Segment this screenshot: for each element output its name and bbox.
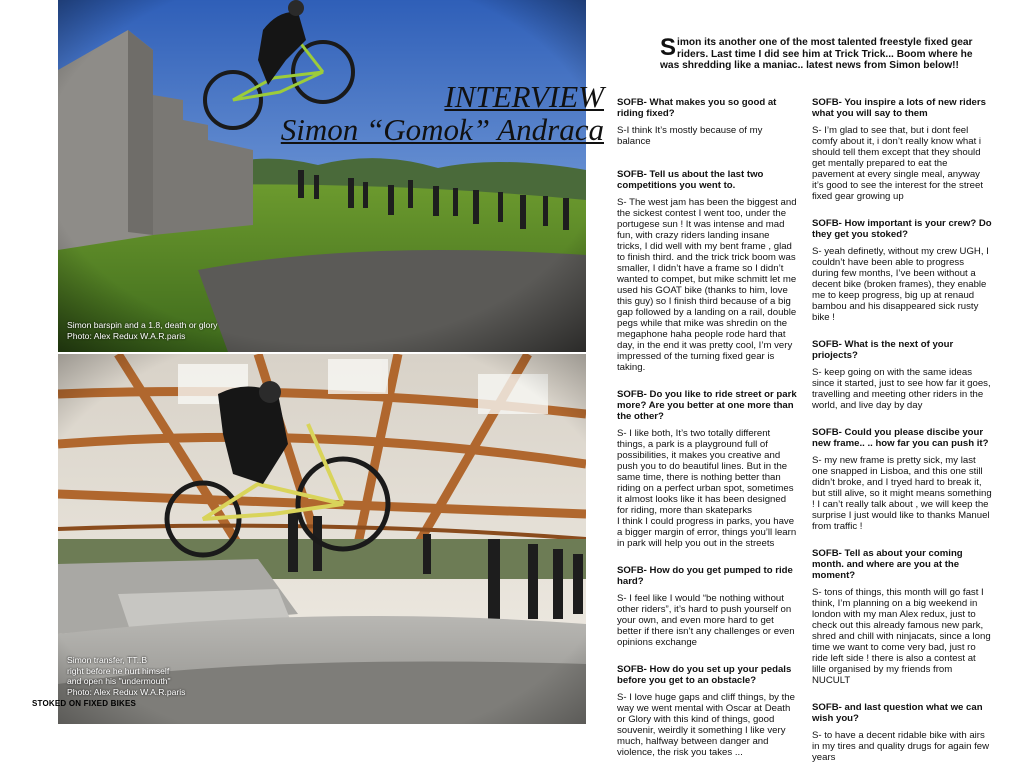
qa-block bbox=[812, 702, 992, 763]
question: SOFB- Do you like to ride street or park more? Are you better at one more than the other? bbox=[617, 389, 797, 422]
qa-block bbox=[617, 97, 797, 147]
qa-block bbox=[812, 218, 992, 323]
question: SOFB- Tell us about the last two competitions you went to. bbox=[617, 169, 764, 191]
qa-block bbox=[812, 339, 992, 411]
question: SOFB- How important is your crew? Do they get you stoked? bbox=[812, 218, 992, 240]
answer: S- I feel like I would “be nothing without other riders”, it’s hard to push yourself on your own, and even more hard to get better if there isn’t any challenges or even opinions exchange bbox=[617, 593, 795, 648]
qa-block bbox=[617, 664, 797, 758]
magazine-footer: STOKED ON FIXED BIKES bbox=[32, 699, 137, 708]
question: SOFB- Could you please discibe your new frame.. .. how far you can push it? bbox=[812, 427, 989, 449]
intro-dropcap: S bbox=[660, 34, 677, 61]
answer: S- I love huge gaps and cliff things, by the way we went mental with Oscar at Death or Glory with this kind of things, good souvenir, weirdly it something I like very much, halfway between danger and violence, the risk you takes ... bbox=[617, 692, 795, 758]
qa-block bbox=[812, 548, 992, 686]
question: SOFB- Tell as about your coming month. and where are you at the moment? bbox=[812, 548, 963, 581]
interview-column-right bbox=[812, 97, 992, 779]
question: SOFB- What makes you so good at riding fixed? bbox=[617, 97, 777, 119]
qa-block bbox=[617, 389, 797, 549]
answer: S- my new frame is pretty sick, my last one snapped in Lisboa, and this one still didn’t broke, and I tryed hard to break it, but still alive, so it might means something ! I can’t really talk about , we will keep the surprise I just would like to thanks Manuel from traffic ! bbox=[812, 455, 992, 532]
answer: S- tons of things, this month will go fast I think, I’m planning on a big weekend in london with my man Alex redux, just to check out this already famous new park, shred and chill with ninjacats, since a long time we want to come very bad, just ro ride left side ! there is also a contest at lille organised by my friends from NUCULT bbox=[812, 587, 991, 686]
photo-barspin bbox=[58, 0, 586, 352]
answer: S- I’m glad to see that, but i dont feel comfy about it, i don’t really know what i should tell them except that they should get mentally prepared to eat the pavement at every single meal, anyway it’s good to see the interest for the street fixed gear growing up bbox=[812, 125, 984, 202]
photo-barspin-image bbox=[58, 0, 586, 352]
answer: S- to have a decent ridable bike with airs in my tires and quality drugs for again few years bbox=[812, 730, 990, 763]
intro-text: imon its another one of the most talented freestyle fixed gear riders. Last time I did see him at Trick Trick... Boom where he was shredding like a maniac.. latest news from Simon below!! bbox=[660, 37, 973, 72]
question: SOFB- You inspire a lots of new riders what you will say to them bbox=[812, 97, 986, 119]
interview-column-left bbox=[617, 97, 797, 774]
photo-caption-top: Simon barspin and a 1.8, death or glory Photo: Alex Redux W.A.R.paris bbox=[67, 320, 218, 341]
heading-line-interview: INTERVIEW bbox=[444, 79, 604, 114]
answer: S- keep going on with the same ideas since it started, just to see how far it goes, travelling and meeting other riders in the world, and live day by day bbox=[812, 367, 991, 411]
answer: S-I think It’s mostly because of my balance bbox=[617, 125, 763, 147]
qa-block bbox=[617, 169, 797, 373]
photo-caption-bottom: Simon transfer, TT..B right before he hurt himself and open his "undermouth" Photo: Alex Redux W.A.R.paris bbox=[67, 655, 186, 697]
qa-block bbox=[812, 427, 992, 532]
answer: S- I like both, It’s two totally different things, a park is a playground full of possibilities, it makes you creative and push you to do beautiful lines. But in the same time, there is nothing better than riding on a perfect urban spot, sometimes it almost looks like it has been designed for riding, more than skateparks I think I could progress in parks, you have a bigger margin of error, things you’ll learn in park will help you out in the streets bbox=[617, 428, 797, 549]
qa-block bbox=[812, 97, 992, 202]
question: SOFB- How do you get pumped to ride hard? bbox=[617, 565, 793, 587]
interview-heading bbox=[270, 80, 604, 146]
answer: S- The west jam has been the biggest and the sickest contest I went too, under the portugese sun ! It was intense and mad fun, with crazy riders landing insane tricks, I did well with my bent frame , glad to finish third. and the trick trick boom was smaller, I didn’t have a frame so I didn’t wanted to compet, but mike schmitt let me used his GOAT bike (thanks to him, love this guy) so I finish third because of a big gap followed by a landing on a rail, double pegs while that mike was shredin on the megaphone haha people rode hard that day, in the end it was pretty cool, I’m very impressed of the turning fixed gear is taking. bbox=[617, 197, 797, 373]
answer: S- yeah definetly, without my crew UGH, I couldn’t have been able to progress during few months, I’ve been without a decent bike (broken frames), they enable me to keep progress, big up at renaud bambou and his disappeared sick rusty bike ! bbox=[812, 246, 989, 323]
question: SOFB- What is the next of your priojects? bbox=[812, 339, 954, 361]
question: SOFB- and last question what we can wish you? bbox=[812, 702, 983, 724]
intro-paragraph bbox=[660, 34, 990, 72]
question: SOFB- How do you set up your pedals before you get to an obstacle? bbox=[617, 664, 792, 686]
heading-line-name: Simon “Gomok” Andraca bbox=[280, 112, 604, 147]
qa-block bbox=[617, 565, 797, 648]
